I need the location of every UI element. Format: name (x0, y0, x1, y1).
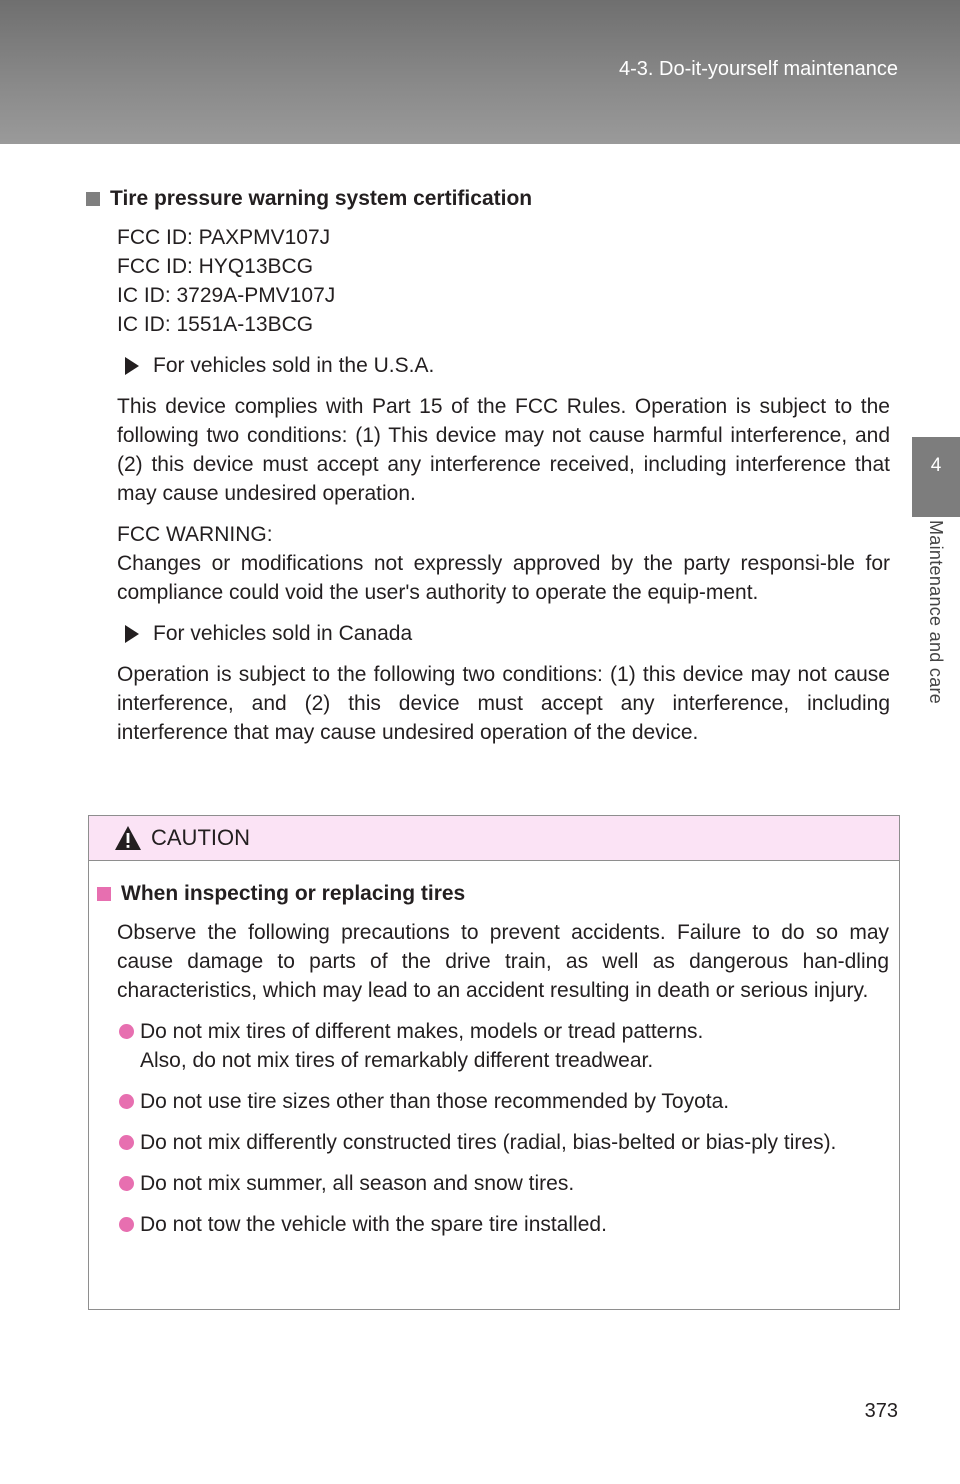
bullet-dot-icon (119, 1024, 134, 1039)
id-line: IC ID: 3729A-PMV107J (117, 284, 336, 307)
caution-label: CAUTION (151, 825, 250, 850)
square-bullet-icon (86, 192, 100, 206)
list-item: Do not mix differently constructed tires (radial, bias-belted or bias-ply tires). (117, 1128, 889, 1157)
certification-heading (84, 184, 890, 213)
warning-triangle-icon (113, 824, 143, 852)
fcc-warning-title: FCC WARNING: (117, 523, 273, 546)
caution-header (89, 816, 899, 861)
caution-box (88, 815, 900, 1310)
bullet-dot-icon (119, 1176, 134, 1191)
chapter-tab[interactable] (912, 437, 960, 517)
chapter-number: 4 (930, 455, 942, 476)
id-list (117, 223, 890, 339)
square-bullet-icon (97, 887, 111, 901)
chapter-label: Maintenance and care (926, 520, 946, 705)
bullet-dot-icon (119, 1094, 134, 1109)
caution-body (89, 861, 899, 1239)
header-band (0, 0, 960, 144)
id-line: IC ID: 1551A-13BCG (117, 313, 314, 336)
list-item: Do not tow the vehicle with the spare tire installed. (117, 1210, 889, 1239)
usa-statement: This device complies with Part 15 of the FCC Rules. Operation is subject to the following two conditions: (1) This device may not cause harmful interference, and (2) this device must accept any interference received, including interference that may cause undesired operation. (117, 395, 890, 505)
id-line: FCC ID: HYQ13BCG (117, 255, 314, 278)
usa-label: For vehicles sold in the U.S.A. (125, 351, 890, 380)
bullet-dot-icon (119, 1135, 134, 1150)
list-item: Do not mix tires of different makes, models or tread patterns. Also, do not mix tires of remarkably different treadwear. (117, 1017, 889, 1075)
caution-heading-text: When inspecting or replacing tires (121, 882, 466, 905)
page-number: 373 (864, 1400, 898, 1422)
triangle-right-icon (125, 625, 139, 643)
canada-label: For vehicles sold in Canada (125, 619, 890, 648)
certification-section (96, 184, 890, 759)
id-line: FCC ID: PAXPMV107J (117, 226, 331, 249)
bullet-dot-icon (119, 1217, 134, 1232)
fcc-warning-text: Changes or modifications not expressly approved by the party responsi-ble for compliance could void the user's authority to operate the equip-ment. (117, 552, 890, 604)
canada-statement: Operation is subject to the following two conditions: (1) this device may not cause interference, and (2) this device must accept any interference, including interference that may cause undesired operation of the device. (117, 663, 890, 744)
triangle-right-icon (125, 357, 139, 375)
list-item: Do not use tire sizes other than those recommended by Toyota. (117, 1087, 889, 1116)
chapter-label-wrap (918, 520, 954, 705)
caution-intro: Observe the following precautions to prevent accidents. Failure to do so may cause damage to parts of the drive train, as well as dangerous han-dling characteristics, which may lead to an accident resulting in death or serious injury. (117, 921, 889, 1002)
caution-heading (97, 879, 889, 908)
section-title: 4-3. Do-it-yourself maintenance (618, 58, 898, 80)
certification-heading-text: Tire pressure warning system certification (110, 187, 533, 210)
fcc-warning (117, 520, 890, 607)
list-item: Do not mix summer, all season and snow tires. (117, 1169, 889, 1198)
